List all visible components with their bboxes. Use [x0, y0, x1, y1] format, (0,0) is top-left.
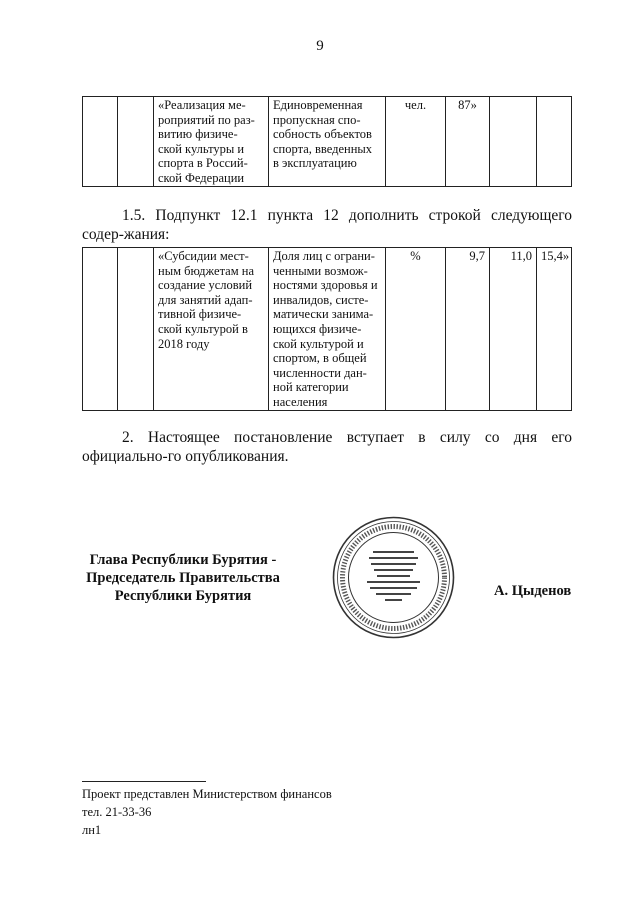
- value-cell-2020: 15,4»: [537, 248, 572, 411]
- footer-line: Проект представлен Министерством финансов: [82, 787, 332, 801]
- indicator-name: Доля лиц с ограни- ченными возмож- ностями здоровья и инвалидов, систе- матически занима- ющихся физиче- ской культурой и спортом, в общей численности дан- ной категории населения: [273, 249, 378, 409]
- table-cell: [269, 248, 386, 411]
- table-row: [83, 248, 572, 411]
- table-cell: [118, 248, 154, 411]
- indicator-name: Единовременная пропускная спо- собность объектов спорта, введенных в эксплуатацию: [273, 98, 373, 171]
- table-row: [83, 97, 572, 187]
- table-cell: [83, 97, 118, 187]
- indicator-table-2: [82, 247, 572, 411]
- table-cell: [118, 97, 154, 187]
- paragraph-amendment: 1.5. Подпункт 12.1 пункта 12 дополнить строкой следующего содер-жания:: [82, 207, 572, 243]
- table-cell: [154, 248, 269, 411]
- paragraph-effective-date: 2. Настоящее постановление вступает в силу со дня его официально-го опубликования.: [82, 429, 572, 465]
- official-seal-stamp: [331, 515, 456, 640]
- unit-cell: %: [386, 248, 446, 411]
- footer-note: [82, 785, 332, 839]
- signatory-name: А. Цыденов: [494, 583, 572, 599]
- activity-name: «Реализация ме- роприятий по раз- витию физиче- ской культуры и спорта в Россий- ской Федерации: [158, 98, 255, 185]
- position-line: Республики Бурятия: [114, 588, 252, 604]
- page-number: 9: [316, 38, 324, 54]
- indicator-table-1: [82, 96, 572, 187]
- value-cell: 87»: [446, 97, 490, 187]
- footer-line: тел. 21-33-36: [82, 805, 152, 819]
- footer-line: лн1: [82, 823, 102, 837]
- unit-cell: чел.: [386, 97, 446, 187]
- signatory-position: [82, 551, 284, 605]
- table-cell: [537, 97, 572, 187]
- footer-divider: [82, 781, 206, 782]
- table-cell: [83, 248, 118, 411]
- table-cell: [154, 97, 269, 187]
- value-cell-2018: 9,7: [446, 248, 490, 411]
- table-cell: [269, 97, 386, 187]
- position-line: Председатель Правительства: [86, 570, 280, 586]
- activity-name: «Субсидии мест- ным бюджетам на создание условий для занятий адап- тивной физиче- ской культурой в 2018 году: [158, 249, 255, 351]
- position-line: Глава Республики Бурятия -: [89, 552, 277, 568]
- value-cell-2019: 11,0: [490, 248, 537, 411]
- table-cell: [490, 97, 537, 187]
